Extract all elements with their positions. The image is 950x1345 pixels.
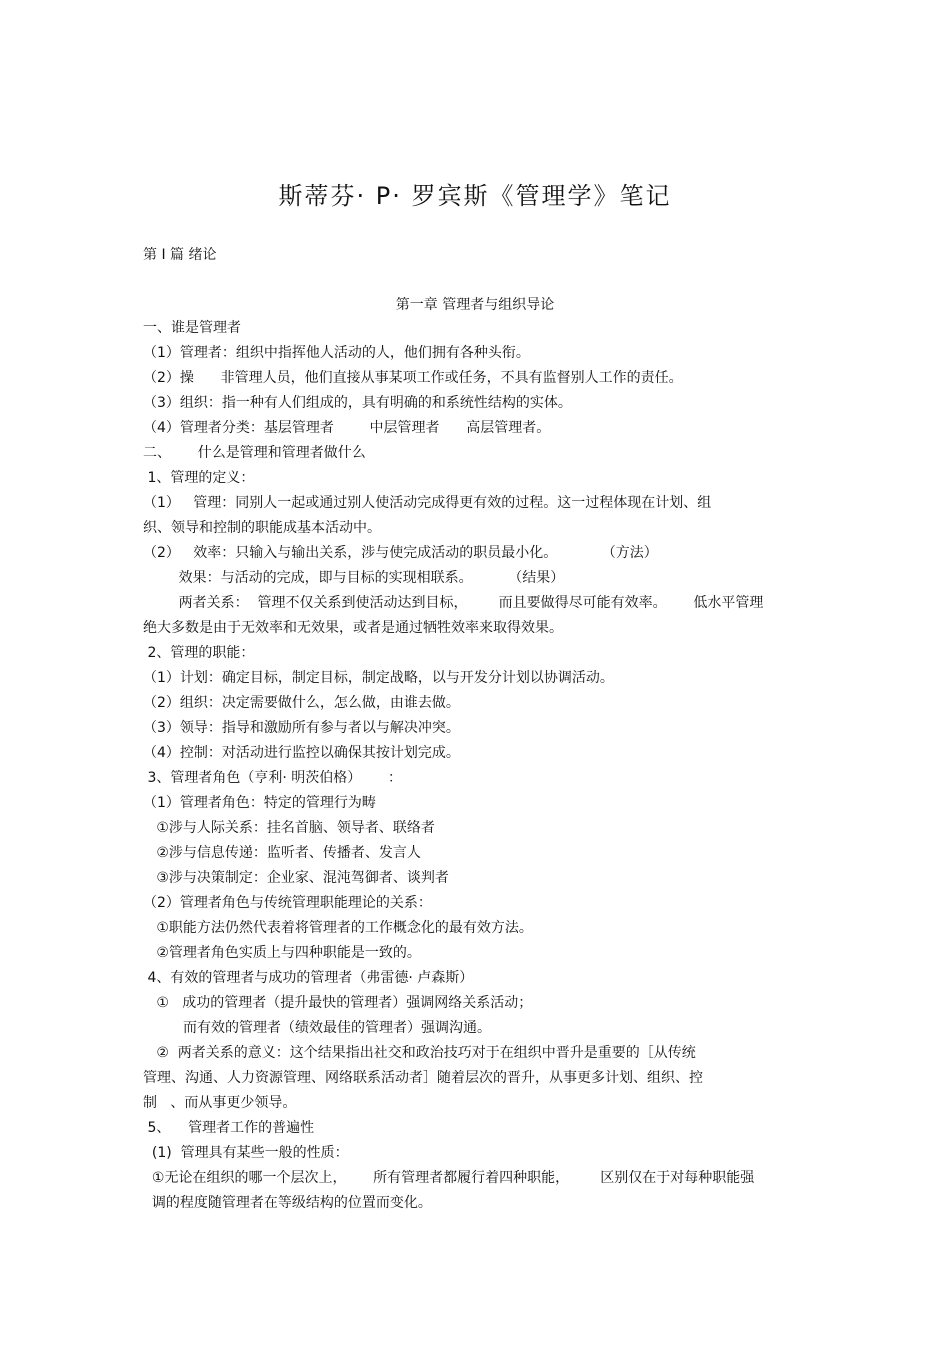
text-line: 4、有效的管理者与成功的管理者（弗雷德· 卢森斯） — [143, 970, 474, 986]
text-line: 2、管理的职能： — [143, 645, 255, 661]
document-title: 斯蒂芬· P· 罗宾斯《管理学》笔记 — [278, 182, 672, 210]
text-line: ①涉与人际关系：挂名首脑、领导者、联络者 — [143, 820, 435, 836]
text-line: （2）组织：决定需要做什么，怎么做，由谁去做。 — [143, 695, 460, 711]
text-line: （1）计划：确定目标，制定目标，制定战略，以与开发分计划以协调活动。 — [143, 670, 614, 686]
text-line: （2）操 非管理人员，他们直接从事某项工作或任务，不具有监督别人工作的责任。 — [143, 370, 683, 386]
text-line: 织、领导和控制的职能成基本活动中。 — [143, 520, 381, 536]
text-line: （4）管理者分类：基层管理者 中层管理者 高层管理者。 — [143, 420, 551, 436]
text-line: （4）控制：对活动进行监控以确保其按计划完成。 — [143, 745, 460, 761]
text-line: ②管理者角色实质上与四种职能是一致的。 — [143, 945, 421, 961]
text-line: ①无论在组织的哪一个层次上， 所有管理者都履行着四种职能， 区别仅在于对每种职能强 — [143, 1170, 755, 1186]
text-line: 3、管理者角色（亨利· 明茨伯格） ： — [143, 770, 402, 786]
text-line: （1） 管理：同别人一起或通过别人使活动完成得更有效的过程。这一过程体现在计划、组 — [143, 495, 712, 511]
text-line: (1) 管理具有某些一般的性质： — [143, 1145, 349, 1161]
text-line: ② 两者关系的意义：这个结果指出社交和政治技巧对于在组织中晋升是重要的［从传统 — [143, 1045, 696, 1061]
text-line: （3）领导：指导和激励所有参与者以与解决冲突。 — [143, 720, 460, 736]
text-line: ③涉与决策制定：企业家、混沌驾御者、谈判者 — [143, 870, 449, 886]
chapter-heading: 第一章 管理者与组织导论 — [395, 297, 555, 313]
text-line: 二、 什么是管理和管理者做什么 — [143, 445, 366, 461]
text-line: （2） 效率：只输入与输出关系，涉与使完成活动的职员最小化。 （方法） — [143, 545, 658, 561]
text-line: 管理、沟通、人力资源管理、网络联系活动者］随着层次的晋升，从事更多计划、组织、控 — [143, 1070, 703, 1086]
text-line: 制 、而从事更少领导。 — [143, 1095, 297, 1111]
text-line: 而有效的管理者（绩效最佳的管理者）强调沟通。 — [143, 1020, 492, 1036]
text-line: 效果：与活动的完成，即与目标的实现相联系。 （结果） — [143, 570, 565, 586]
text-line: 调的程度随管理者在等级结构的位置而变化。 — [143, 1195, 432, 1211]
text-line: 一、谁是管理者 — [143, 320, 241, 336]
text-line: ①职能方法仍然代表着将管理者的工作概念化的最有效方法。 — [143, 920, 533, 936]
text-line: （1）管理者：组织中指挥他人活动的人，他们拥有各种头衔。 — [143, 345, 530, 361]
text-line: ① 成功的管理者（提升最快的管理者）强调网络关系活动； — [143, 995, 533, 1011]
text-line: 两者关系： 管理不仅关系到使活动达到目标， 而且要做得尽可能有效率。 低水平管理 — [143, 595, 764, 611]
text-line: 1、管理的定义： — [143, 470, 255, 486]
text-line: 5、 管理者工作的普遍性 — [143, 1120, 315, 1136]
part-heading: 第 I 篇 绪论 — [143, 247, 217, 263]
text-line: （2）管理者角色与传统管理职能理论的关系： — [143, 895, 432, 911]
text-line: ②涉与信息传递：监听者、传播者、发言人 — [143, 845, 421, 861]
text-line: 绝大多数是由于无效率和无效果，或者是通过牺牲效率来取得效果。 — [143, 620, 563, 636]
text-line: （3）组织：指一种有人们组成的，具有明确的和系统性结构的实体。 — [143, 395, 572, 411]
text-line: （1）管理者角色：特定的管理行为畴 — [143, 795, 376, 811]
